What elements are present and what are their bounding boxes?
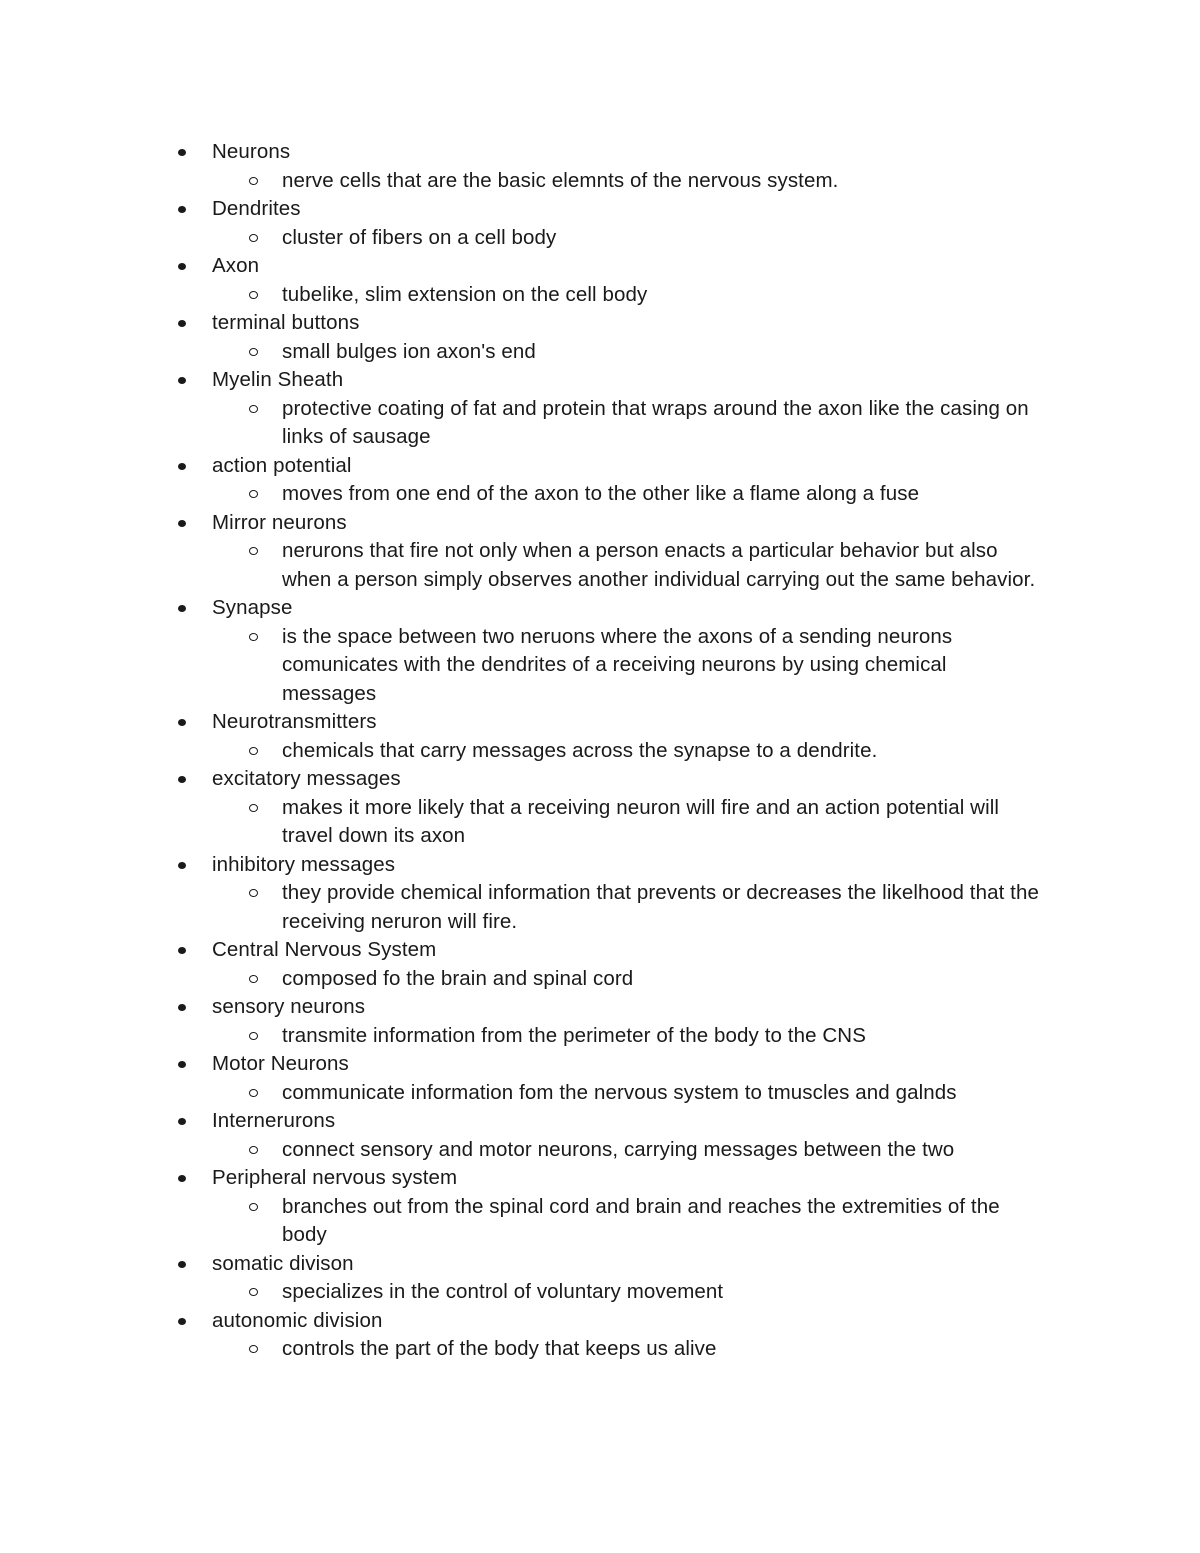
term-label: Synapse (212, 596, 293, 619)
definition-text: composed fo the brain and spinal cord (282, 966, 634, 990)
filled-bullet-icon (178, 1118, 186, 1125)
definition-item (212, 1079, 1042, 1108)
filled-bullet-icon (178, 776, 186, 783)
filled-bullet-icon (178, 520, 186, 527)
term-item (0, 195, 1200, 252)
definition-item (212, 737, 1042, 766)
definition-text: controls the part of the body that keeps us alive (282, 1337, 717, 1360)
term-item (0, 309, 1200, 366)
term-label: Neurotransmitters (212, 710, 377, 733)
term-label: inhibitory messages (212, 852, 396, 876)
definition-item (212, 338, 1042, 367)
term-item (0, 851, 1200, 937)
definition-list (212, 794, 1200, 851)
hollow-bullet-icon (249, 747, 258, 755)
definition-text: communicate information fom the nervous system to tmuscles and galnds (282, 1080, 957, 1104)
definition-list (212, 623, 1200, 709)
hollow-bullet-icon (249, 975, 258, 983)
hollow-bullet-icon (249, 1032, 258, 1040)
hollow-bullet-icon (249, 633, 258, 641)
filled-bullet-icon (178, 1061, 186, 1068)
definition-list (212, 1079, 1200, 1108)
definition-text: protective coating of fat and protein that wraps around the axon like the casing on links of sausage (282, 396, 1029, 448)
term-item (0, 1164, 1200, 1250)
filled-bullet-icon (178, 377, 186, 384)
term-item (0, 509, 1200, 595)
filled-bullet-icon (178, 605, 186, 612)
term-label: Central Nervous System (212, 938, 437, 961)
definition-item (212, 537, 1042, 594)
hollow-bullet-icon (249, 405, 258, 413)
term-label: sensory neurons (212, 995, 366, 1018)
term-label: Internerurons (212, 1109, 336, 1132)
term-label: Myelin Sheath (212, 368, 344, 391)
definition-item (212, 224, 1042, 253)
term-item (0, 366, 1200, 452)
term-item (0, 936, 1200, 993)
definition-text: nerurons that fire not only when a person enacts a particular behavior but also when a person simply observes another individual carrying out the same behavior. (282, 539, 1036, 591)
hollow-bullet-icon (249, 1345, 258, 1353)
definition-item (212, 1193, 1042, 1250)
definition-item (212, 281, 1042, 310)
definition-text: branches out from the spinal cord and brain and reaches the extremities of the body (282, 1194, 1000, 1246)
definition-list (212, 1022, 1200, 1051)
definition-list (212, 224, 1200, 253)
filled-bullet-icon (178, 463, 186, 470)
filled-bullet-icon (178, 320, 186, 327)
hollow-bullet-icon (249, 547, 258, 555)
term-item (0, 594, 1200, 708)
filled-bullet-icon (178, 719, 186, 726)
hollow-bullet-icon (249, 1288, 258, 1296)
filled-bullet-icon (178, 263, 186, 270)
definition-text: moves from one end of the axon to the other like a flame along a fuse (282, 482, 920, 505)
term-item (0, 765, 1200, 851)
document-page (0, 138, 1200, 1364)
definition-item (212, 167, 1042, 196)
definition-list (212, 879, 1200, 936)
definition-list (212, 281, 1200, 310)
filled-bullet-icon (178, 1261, 186, 1268)
filled-bullet-icon (178, 947, 186, 954)
definition-list (212, 737, 1200, 766)
term-label: autonomic division (212, 1308, 383, 1332)
definition-item (212, 879, 1042, 936)
filled-bullet-icon (178, 1004, 186, 1011)
term-label: Mirror neurons (212, 510, 347, 534)
hollow-bullet-icon (249, 490, 258, 498)
term-item (0, 138, 1200, 195)
term-item (0, 993, 1200, 1050)
definition-item (212, 1022, 1042, 1051)
hollow-bullet-icon (249, 348, 258, 356)
definition-list (212, 1193, 1200, 1250)
definition-item (212, 1136, 1042, 1165)
definition-text: is the space between two neruons where the axons of a sending neurons comunicates with the dendrites of a receiving neurons by using chemical messages (282, 624, 953, 705)
term-label: action potential (212, 453, 352, 477)
term-list (0, 138, 1200, 1364)
definition-text: transmite information from the perimeter of the body to the CNS (282, 1023, 866, 1047)
hollow-bullet-icon (249, 1089, 258, 1097)
term-label: somatic divison (212, 1251, 354, 1275)
hollow-bullet-icon (249, 234, 258, 242)
term-label: Peripheral nervous system (212, 1166, 458, 1189)
definition-list (212, 1278, 1200, 1307)
term-item (0, 1107, 1200, 1164)
definition-list (212, 167, 1200, 196)
definition-item (212, 1278, 1042, 1307)
term-label: terminal buttons (212, 311, 360, 334)
definition-list (212, 965, 1200, 994)
filled-bullet-icon (178, 149, 186, 156)
definition-text: tubelike, slim extension on the cell body (282, 282, 648, 306)
definition-item (212, 965, 1042, 994)
definition-text: specializes in the control of voluntary movement (282, 1280, 724, 1303)
definition-list (212, 1136, 1200, 1165)
definition-item (212, 395, 1042, 452)
definition-text: they provide chemical information that prevents or decreases the likelhood that the receiving neruron will fire. (282, 881, 1039, 933)
term-label: Neurons (212, 140, 291, 163)
definition-item (212, 794, 1042, 851)
definition-item (212, 623, 1042, 709)
definition-text: cluster of fibers on a cell body (282, 225, 557, 249)
definition-list (212, 338, 1200, 367)
term-item (0, 708, 1200, 765)
hollow-bullet-icon (249, 177, 258, 185)
term-item (0, 452, 1200, 509)
hollow-bullet-icon (249, 804, 258, 812)
filled-bullet-icon (178, 206, 186, 213)
definition-list (212, 480, 1200, 509)
definition-text: chemicals that carry messages across the synapse to a dendrite. (282, 738, 878, 762)
term-item (0, 1050, 1200, 1107)
term-item (0, 252, 1200, 309)
definition-item (212, 480, 1042, 509)
term-item (0, 1307, 1200, 1364)
filled-bullet-icon (178, 1175, 186, 1182)
hollow-bullet-icon (249, 889, 258, 897)
term-item (0, 1250, 1200, 1307)
term-label: excitatory messages (212, 767, 401, 790)
term-label: Dendrites (212, 197, 301, 220)
definition-text: nerve cells that are the basic elemnts of the nervous system. (282, 168, 839, 192)
definition-text: small bulges ion axon's end (282, 339, 536, 363)
filled-bullet-icon (178, 862, 186, 869)
definition-text: makes it more likely that a receiving neuron will fire and an action potential will travel down its axon (282, 795, 1000, 847)
hollow-bullet-icon (249, 1203, 258, 1211)
definition-list (212, 1335, 1200, 1364)
definition-item (212, 1335, 1042, 1364)
hollow-bullet-icon (249, 291, 258, 299)
term-label: Motor Neurons (212, 1052, 349, 1075)
hollow-bullet-icon (249, 1146, 258, 1154)
definition-text: connect sensory and motor neurons, carrying messages between the two (282, 1137, 955, 1161)
term-label: Axon (212, 254, 260, 277)
definition-list (212, 395, 1200, 452)
definition-list (212, 537, 1200, 594)
filled-bullet-icon (178, 1318, 186, 1325)
